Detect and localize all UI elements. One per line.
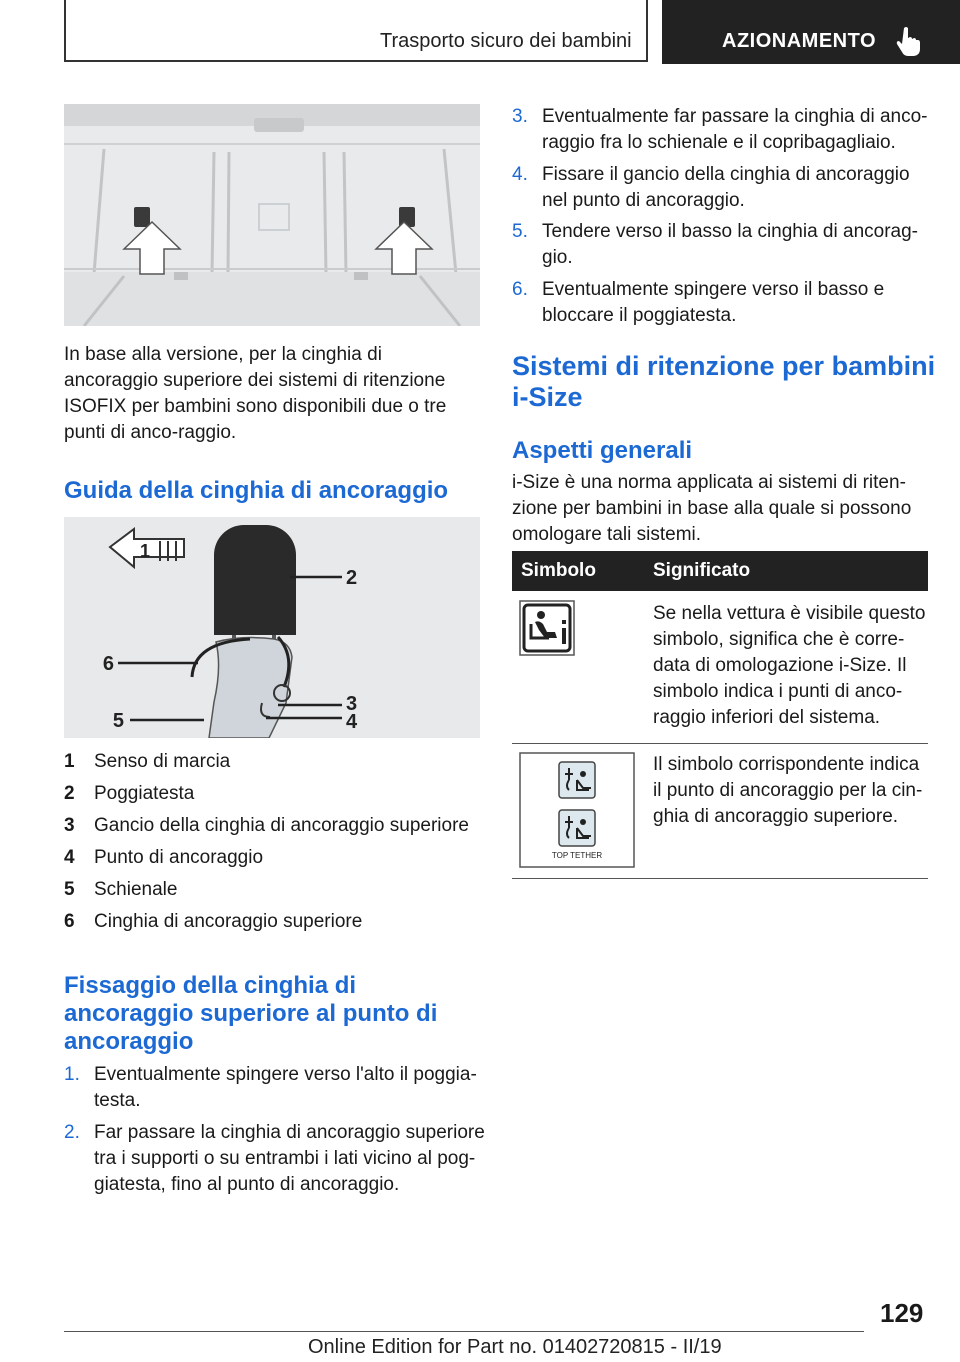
trunk-anchor-points-photo [64,104,480,326]
meaning-cell: Se nella vettura è visibile questo simbolo, significa che è corre- data di omologazione i-Size. Il simbolo indica i punti di anco- raggio inferiori del sistema. [644,591,928,744]
figure-label-2: 2 [346,567,358,589]
edition-note: Online Edition for Part no. 01402720815 - II/19 [308,1336,722,1358]
figure-label-6: 6 [102,653,114,675]
heading-fix-line: ancoraggio [64,1028,194,1055]
tether-routing-diagram [64,517,480,738]
heading-guide: Guida della cinghia di ancoraggio [64,477,449,504]
header-chapter-title: AZIONAMENTO [722,30,877,52]
figure-label-1: 1 [140,541,151,561]
heading-fix-line: ancoraggio superiore al punto di [64,1000,438,1027]
page-number: 129 [880,1298,924,1328]
heading-isize-line: Sistemi di ritenzione per bambini [512,351,936,381]
footer-divider [64,1331,864,1332]
isize-symbol-icon [519,600,575,656]
symbol-cell [512,591,644,744]
heading-fix-line: Fissaggio della cinghia di [64,972,357,999]
figure-label-4: 4 [346,711,358,733]
figure-label-3: 3 [346,693,358,715]
general-text-line: i-Size è una norma applicata ai sistemi di riten- [512,472,906,493]
header-section-title: Trasporto sicuro dei bambini [380,30,632,52]
heading-general: Aspetti generali [512,437,693,464]
general-text-line: omologare tali sistemi. [512,524,702,545]
meaning-cell: Il simbolo corrispondente indica il punto di ancoraggio per la cin- ghia di ancoraggio superiore. [644,744,928,879]
general-text-line: zione per bambini in base alla quale si possono [512,498,912,519]
header-chapter-tab [662,0,960,64]
top-tether-symbol-icon [519,752,635,868]
intro-paragraph: In base alla versione, per la cinghia di ancoraggio superiore dei sistemi di ritenzione ISOFIX per bambini sono disponibili due o tre punti di anco-raggio. [64,344,447,443]
col-header-symbol: Simbolo [512,551,644,591]
top-tether-caption: TOP TETHER [551,851,603,860]
table-row [512,591,928,744]
table-header-row [512,551,928,591]
col-header-meaning: Significato [644,551,928,591]
symbol-table [512,551,928,879]
hand-pointer-icon [896,26,922,56]
heading-isize-line: i-Size [512,382,583,412]
figure-label-5: 5 [112,710,124,732]
symbol-cell [512,744,644,879]
table-row [512,744,928,879]
